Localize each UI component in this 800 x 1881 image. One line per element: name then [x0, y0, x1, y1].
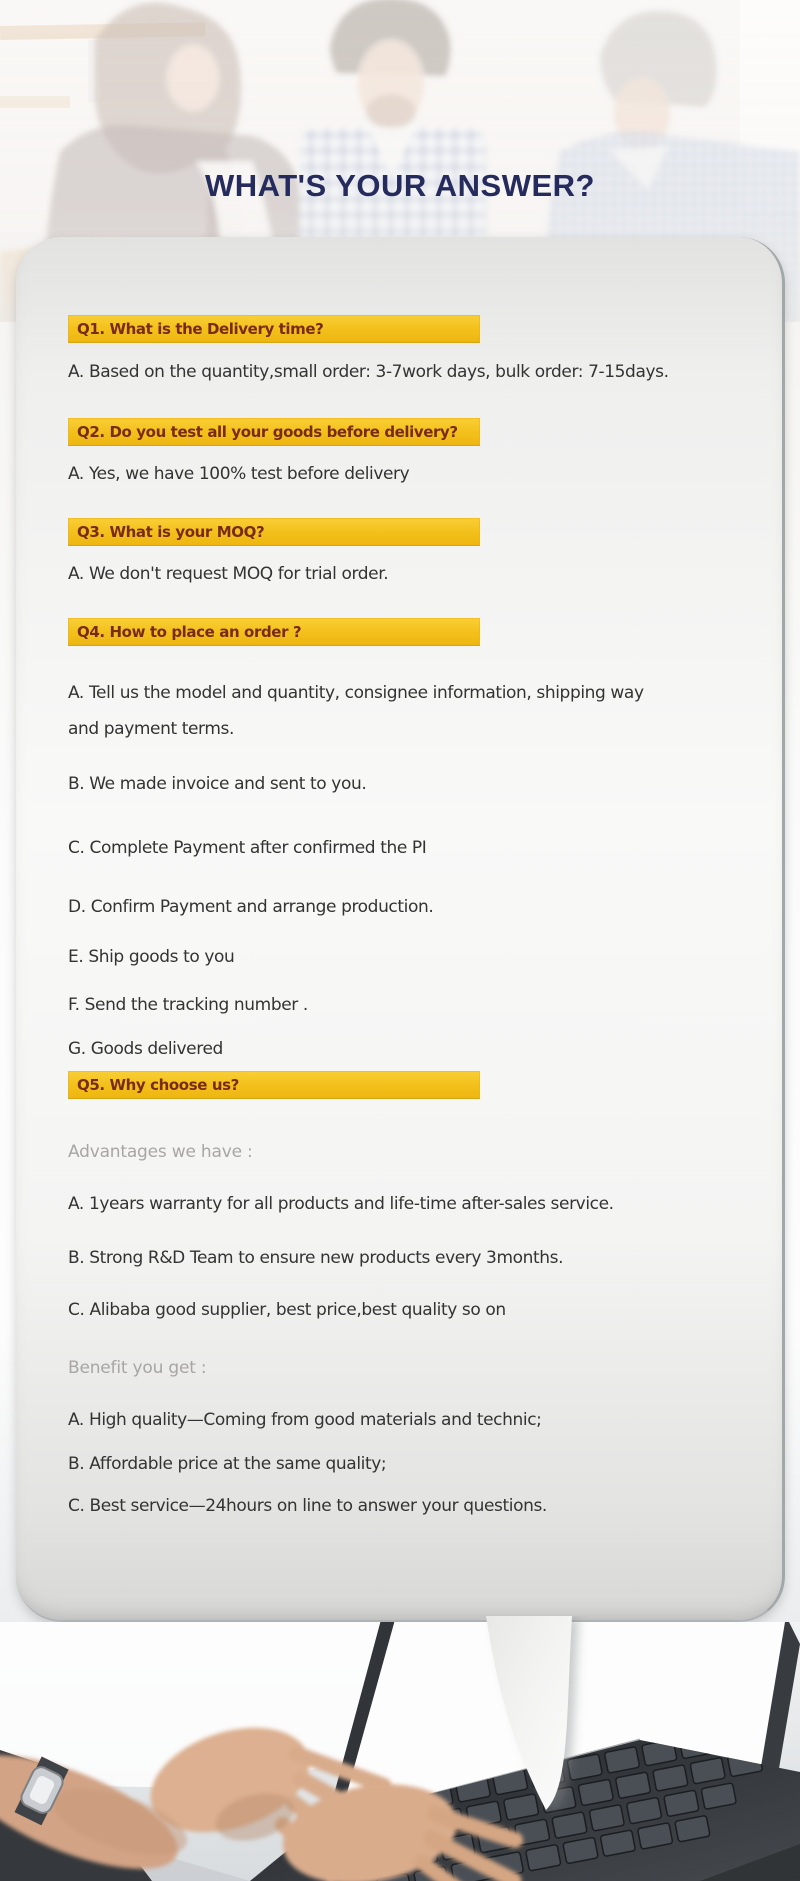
answer-line: C. Alibaba good supplier, best price,best quality so on [68, 1300, 506, 1320]
answer-line: A. Yes, we have 100% test before delivery [68, 464, 410, 484]
answer-line: A. We don't request MOQ for trial order. [68, 564, 389, 584]
laptop-photo-illustration [0, 1622, 800, 1881]
section-label-benefit: Benefit you get : [68, 1358, 207, 1378]
answer-line: F. Send the tracking number . [68, 995, 308, 1015]
answer-line: A. Tell us the model and quantity, consignee information, shipping way and payment terms. [68, 683, 644, 739]
answer-line: A. 1years warranty for all products and life-time after-sales service. [68, 1194, 614, 1214]
answer-line: A. High quality—Coming from good materials and technic; [68, 1410, 542, 1430]
question-text: Q5. Why choose us? [77, 1075, 239, 1094]
answer-line: B. Affordable price at the same quality; [68, 1454, 387, 1474]
question-highlight-q4 [68, 618, 480, 645]
faq-content [68, 237, 768, 1518]
answer-line: B. Strong R&D Team to ensure new products every 3months. [68, 1248, 564, 1268]
question-text: Q3. What is your MOQ? [77, 522, 265, 541]
question-highlight-q2 [68, 418, 480, 445]
answer-line: D. Confirm Payment and arrange production. [68, 897, 434, 917]
question-text: Q1. What is the Delivery time? [77, 319, 324, 338]
section-label-advantages: Advantages we have : [68, 1142, 253, 1162]
question-text: Q4. How to place an order ? [77, 622, 302, 641]
laptop-photo [0, 1622, 800, 1881]
question-highlight-q3 [68, 518, 480, 545]
answer-line: A. Based on the quantity,small order: 3-7work days, bulk order: 7-15days. [68, 362, 669, 382]
question-highlight-q5 [68, 1071, 480, 1098]
answer-line: B. We made invoice and sent to you. [68, 774, 367, 794]
answer-line: C. Complete Payment after confirmed the PI [68, 838, 427, 858]
answer-line: C. Best service—24hours on line to answer your questions. [68, 1496, 547, 1516]
answer-line: E. Ship goods to you [68, 947, 235, 967]
bubble-tail [462, 1616, 632, 1831]
page-title: WHAT'S YOUR ANSWER? [204, 168, 595, 203]
question-text: Q2. Do you test all your goods before delivery? [77, 422, 458, 441]
faq-card [16, 237, 785, 1622]
answer-line: G. Goods delivered [68, 1039, 223, 1059]
question-highlight-q1 [68, 315, 480, 342]
